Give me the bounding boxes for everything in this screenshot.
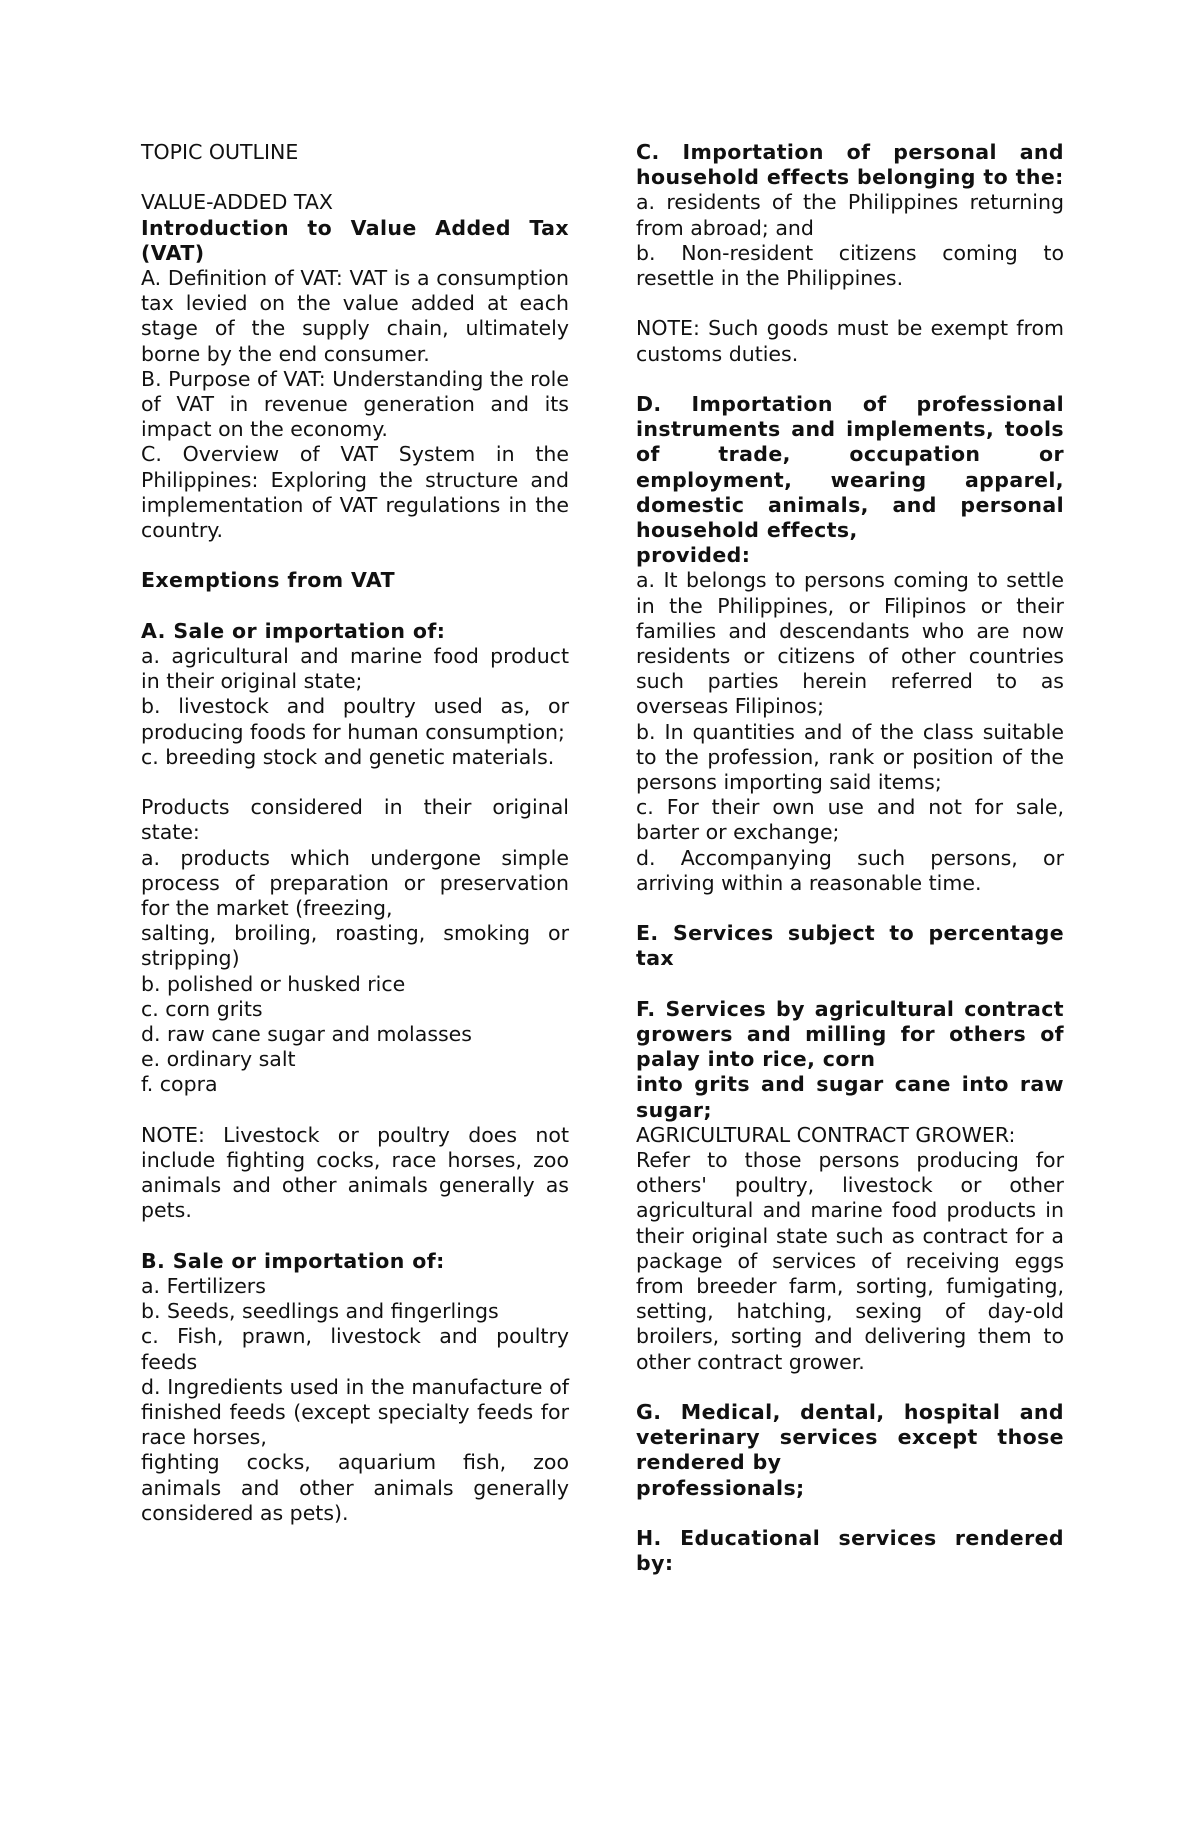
section-b-heading: B. Sale or importation of: bbox=[141, 1248, 445, 1273]
section-d-provided: provided: bbox=[636, 543, 751, 568]
note-customs: NOTE: Such goods must be exempt from customs duties. bbox=[636, 316, 1064, 366]
exemptions-heading: Exemptions from VAT bbox=[141, 568, 395, 593]
agricultural-grower-definition: Refer to those persons producing for others' poultry, livestock or other agricultural and marine food products in their original state such as contract for a package of services of receiving eggs from breeder farm, sorting, fumigating, setting, hatching, sexing of day-old broilers, sorting and delivering them to other contract grower. bbox=[636, 1148, 1064, 1374]
section-c-heading: C. Importation of personal and household effects belonging to the: bbox=[636, 140, 1064, 190]
section-c-item: a. residents of the Philippines returning from abroad; and bbox=[636, 190, 1064, 240]
spacer bbox=[141, 594, 569, 619]
products-item: f. copra bbox=[141, 1072, 218, 1097]
products-item: d. raw cane sugar and molasses bbox=[141, 1022, 472, 1047]
section-a-heading: A. Sale or importation of: bbox=[141, 618, 446, 643]
products-item: b. polished or husked rice bbox=[141, 971, 406, 996]
section-d-item: c. For their own use and not for sale, barter or exchange; bbox=[636, 795, 1064, 845]
spacer bbox=[636, 896, 1064, 921]
spacer bbox=[141, 770, 569, 795]
products-item: e. ordinary salt bbox=[141, 1047, 296, 1072]
section-h-heading: H. Educational services rendered by: bbox=[636, 1526, 1064, 1576]
section-c-item: b. Non-resident citizens coming to resettle in the Philippines. bbox=[636, 240, 1064, 291]
section-b-item: a. Fertilizers bbox=[141, 1274, 266, 1299]
spacer bbox=[636, 972, 1064, 997]
topic-outline-title: TOPIC OUTLINE bbox=[141, 140, 299, 164]
left-column bbox=[141, 140, 569, 1526]
section-b-item: b. Seeds, seedlings and fingerlings bbox=[141, 1299, 499, 1324]
section-e-heading: E. Services subject to percentage tax bbox=[636, 921, 1064, 971]
section-d-heading: D. Importation of professional instruments and implements, tools of trade, occupation or employment, wearing apparel, domestic animals, and personal household effects, bbox=[636, 392, 1064, 543]
vat-heading: VALUE-ADDED TAX bbox=[141, 190, 333, 215]
section-b-item: d. Ingredients used in the manufacture of finished feeds (except specialty feeds for race horses, bbox=[141, 1374, 569, 1450]
spacer bbox=[141, 543, 569, 568]
intro-definition: A. Definition of VAT: VAT is a consumption tax levied on the value added at each stage of the supply chain, ultimately borne by the end consumer. bbox=[141, 266, 569, 366]
spacer bbox=[141, 165, 569, 190]
spacer bbox=[636, 291, 1064, 316]
spacer bbox=[141, 1098, 569, 1123]
section-a-item: a. agricultural and marine food product in their original state; bbox=[141, 644, 569, 694]
spacer bbox=[636, 367, 1064, 392]
products-item-continued: salting, broiling, roasting, smoking or stripping) bbox=[141, 921, 569, 971]
note-livestock: NOTE: Livestock or poultry does not include fighting cocks, race horses, zoo animals and other animals generally as pets. bbox=[141, 1122, 569, 1223]
intro-heading: Introduction to Value Added Tax (VAT) bbox=[141, 215, 569, 265]
section-d-item: a. It belongs to persons coming to settle in the Philippines, or Filipinos or their families and descendants who are now residents or citizens of other countries such parties herein referred to as overseas Filipinos; bbox=[636, 568, 1064, 719]
products-item: a. products which undergone simple process of preparation or preservation for the market (freezing, bbox=[141, 845, 569, 921]
section-b-item-continued: fighting cocks, aquarium fish, zoo animals and other animals generally considered as pets). bbox=[141, 1450, 569, 1525]
intro-purpose: B. Purpose of VAT: Understanding the role of VAT in revenue generation and its impact on the economy. bbox=[141, 366, 569, 442]
section-d-item: d. Accompanying such persons, or arriving within a reasonable time. bbox=[636, 845, 1064, 895]
spacer bbox=[636, 1501, 1064, 1526]
section-a-item: c. breeding stock and genetic materials. bbox=[141, 744, 555, 769]
section-g-heading: G. Medical, dental, hospital and veterinary services except those rendered by bbox=[636, 1400, 1064, 1475]
products-item: c. corn grits bbox=[141, 996, 263, 1021]
intro-overview: C. Overview of VAT System in the Philippines: Exploring the structure and implementation of VAT regulations in the country. bbox=[141, 442, 569, 543]
section-f-heading: F. Services by agricultural contract growers and milling for others of palay into rice, corn bbox=[636, 996, 1064, 1072]
section-d-item: b. In quantities and of the class suitable to the profession, rank or position of the persons importing said items; bbox=[636, 719, 1064, 795]
section-a-item: b. livestock and poultry used as, or producing foods for human consumption; bbox=[141, 694, 569, 744]
agricultural-grower-label: AGRICULTURAL CONTRACT GROWER: bbox=[636, 1122, 1016, 1147]
section-g-heading-continued: professionals; bbox=[636, 1475, 805, 1500]
spacer bbox=[141, 1224, 569, 1249]
section-f-heading-continued: into grits and sugar cane into raw sugar; bbox=[636, 1072, 1064, 1122]
products-intro: Products considered in their original state: bbox=[141, 795, 569, 845]
spacer bbox=[636, 1375, 1064, 1400]
section-b-item: c. Fish, prawn, livestock and poultry feeds bbox=[141, 1324, 569, 1374]
right-column bbox=[636, 140, 1064, 1576]
